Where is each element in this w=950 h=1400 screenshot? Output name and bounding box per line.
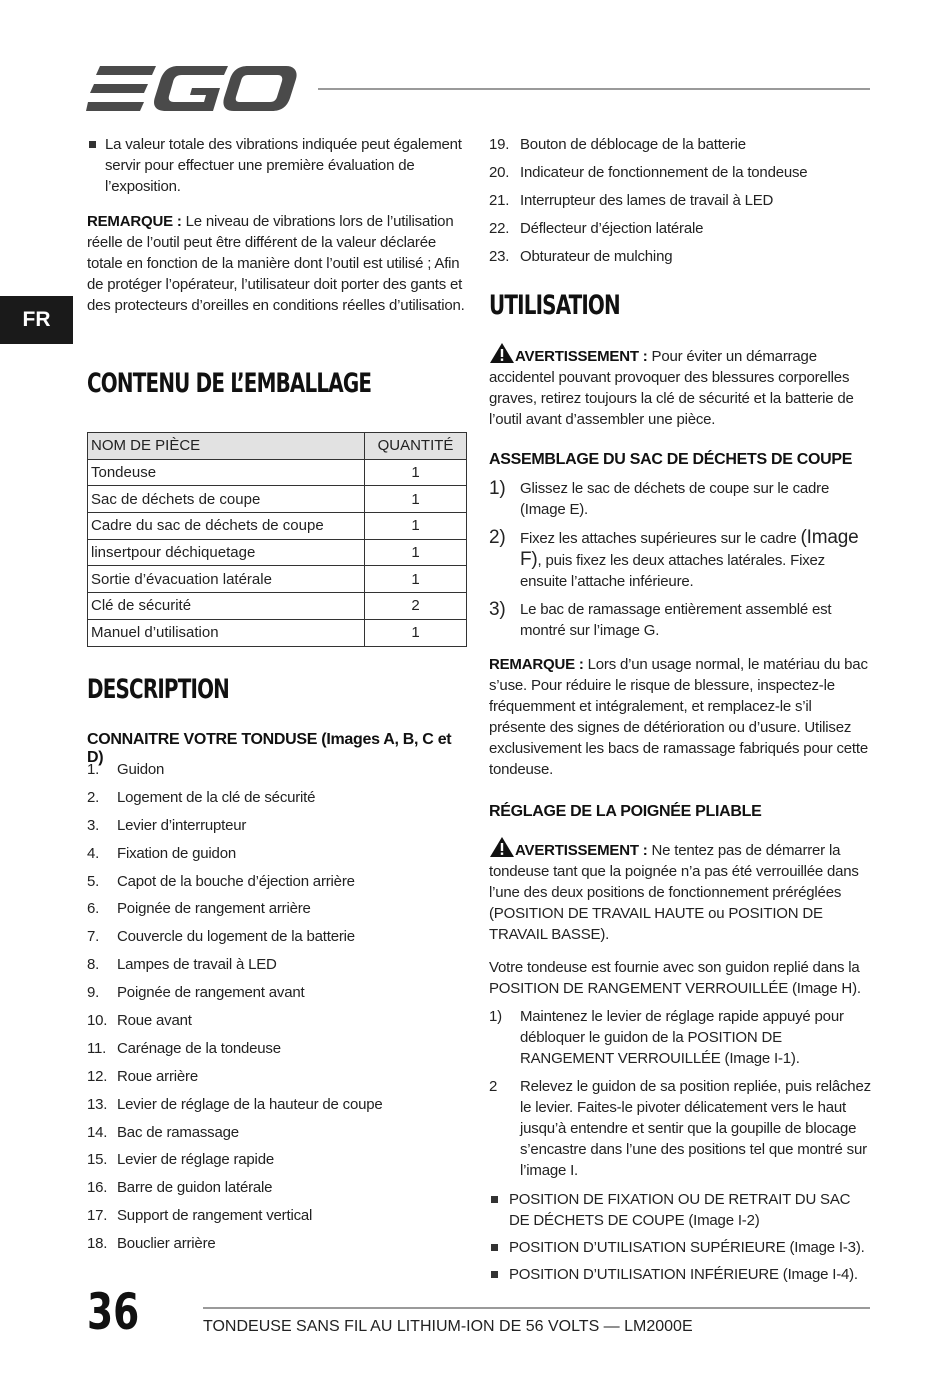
table-cell-name: linsertpour déchiquetage bbox=[88, 539, 365, 566]
handle-steps bbox=[489, 1006, 871, 1181]
table-row bbox=[88, 486, 467, 513]
list-item: 4. Fixation de guidon bbox=[87, 844, 236, 862]
table-cell-name: Tondeuse bbox=[88, 459, 365, 486]
list-item: POSITION DE FIXATION OU DE RETRAIT DU SAC DE DÉCHETS DE COUPE (Image I-2) bbox=[489, 1189, 871, 1231]
positions-list bbox=[489, 1189, 871, 1285]
table-header-qty: QUANTITÉ bbox=[365, 433, 467, 460]
assembly-step: 2) Fixez les attaches supérieures sur le cadre (Image F), puis fixez les deux attaches latérales. Fixez ensuite l’attache inférieure. bbox=[489, 527, 859, 590]
table-cell-qty: 1 bbox=[365, 486, 467, 513]
assembly-step: 3) Le bac de ramassage entièrement assemblé est montré sur l’image G. bbox=[489, 599, 832, 639]
warning-assembly bbox=[489, 342, 871, 430]
list-item: 15. Levier de réglage rapide bbox=[87, 1151, 274, 1169]
list-item: 2. Logement de la clé de sécurité bbox=[87, 788, 316, 806]
handle-step: 2 Relevez le guidon de sa position repliée, puis relâchez le levier. Faites-le pivoter délicatement vers le haut jusqu’à entendre et sentir que la goupille de blocage s’encastre dans l’une des positions tel que montré sur l’image I. bbox=[489, 1078, 871, 1179]
remark-text: Le niveau de vibrations lors de l’utilisation réelle de l’outil peut être différent de la valeur déclarée totale en fonction de la manière dont l’outil est utilisé ; Afin de protéger l’opérateur, l’utilisateur doit porter des gants et des protecteurs d’oreilles en conditions réelles d’utilisation. bbox=[87, 213, 465, 314]
table-header-row bbox=[88, 433, 467, 460]
list-item: 20. Indicateur de fonctionnement de la tondeuse bbox=[489, 163, 808, 181]
table-cell-qty: 1 bbox=[365, 539, 467, 566]
list-item: 18. Bouclier arrière bbox=[87, 1235, 216, 1253]
packing-table bbox=[87, 432, 467, 647]
table-cell-name: Clé de sécurité bbox=[88, 593, 365, 620]
table-cell-qty: 1 bbox=[365, 619, 467, 646]
warning-label: AVERTISSEMENT : bbox=[515, 842, 648, 859]
usage-section-title: UTILISATION bbox=[489, 290, 620, 321]
table-cell-name: Sortie d’évacuation latérale bbox=[88, 566, 365, 593]
table-row bbox=[88, 566, 467, 593]
list-item: 1. Guidon bbox=[87, 761, 165, 778]
handle-title: RÉGLAGE DE LA POIGNÉE PLIABLE bbox=[489, 803, 762, 820]
table-header-name: NOM DE PIÈCE bbox=[88, 433, 365, 460]
list-item: 22. Déflecteur d’éjection latérale bbox=[489, 219, 704, 237]
table-row bbox=[88, 619, 467, 646]
remark-paragraph bbox=[87, 211, 467, 316]
table-cell-name: Sac de déchets de coupe bbox=[88, 486, 365, 513]
language-tab: FR bbox=[0, 296, 73, 344]
list-item: 8. Lampes de travail à LED bbox=[87, 956, 277, 974]
parts-list-continued bbox=[489, 134, 871, 273]
list-item: 13. Levier de réglage de la hauteur de coupe bbox=[87, 1095, 383, 1113]
page-number: 36 bbox=[87, 1283, 140, 1341]
table-row bbox=[88, 459, 467, 486]
list-item: 3. Levier d’interrupteur bbox=[87, 816, 247, 834]
assembly-steps bbox=[489, 478, 871, 641]
warning-text: Ne tentez pas de démarrer la tondeuse tant que la poignée n’a pas été verrouillée dans l’une des deux positions de fonctionnement préréglées (POSITION DE TRAVAIL HAUTE ou POSITION DE TRAVAIL BASSE). bbox=[489, 842, 859, 943]
table-cell-qty: 1 bbox=[365, 513, 467, 540]
list-item: 5. Capot de la bouche d’éjection arrière bbox=[87, 872, 355, 890]
handle-step: 1) Maintenez le levier de réglage rapide appuyé pour débloquer le guidon de la POSITION DE RANGEMENT VERROUILLÉE (Image I-1). bbox=[489, 1008, 844, 1067]
list-item: 9. Poignée de rangement avant bbox=[87, 984, 305, 1002]
footer-rule bbox=[203, 1307, 870, 1309]
table-row bbox=[88, 593, 467, 620]
header-rule bbox=[318, 88, 870, 90]
warning-triangle-icon bbox=[489, 342, 515, 364]
list-item: 6. Poignée de rangement arrière bbox=[87, 900, 311, 918]
table-cell-name: Manuel d’utilisation bbox=[88, 619, 365, 646]
list-item: 14. Bac de ramassage bbox=[87, 1123, 239, 1141]
ego-logo bbox=[86, 64, 298, 114]
table-row bbox=[88, 539, 467, 566]
handle-intro: Votre tondeuse est fournie avec son guidon replié dans la POSITION DE RANGEMENT VERROUILLÉE (Image H). bbox=[489, 959, 861, 997]
description-section-title: DESCRIPTION bbox=[87, 674, 230, 705]
table-cell-qty: 1 bbox=[365, 566, 467, 593]
warning-text: Pour éviter un démarrage accidentel pouvant provoquer des blessures corporelles graves, retirez toujours la clé de sécurité et la batterie de l’outil avant d’assembler une pièce. bbox=[489, 348, 854, 428]
know-your-mower-title: CONNAITRE VOTRE TONDUSE (Images A, B, C et D) bbox=[87, 731, 452, 766]
table-cell-name: Cadre du sac de déchets de coupe bbox=[88, 513, 365, 540]
table-cell-qty: 2 bbox=[365, 593, 467, 620]
warning-handle bbox=[489, 836, 871, 945]
packing-table-wrapper bbox=[87, 432, 467, 647]
list-item: 7. Couvercle du logement de la batterie bbox=[87, 928, 355, 946]
remark-text: Lors d’un usage normal, le matériau du bac s’use. Pour réduire le risque de blessure, inspectez-le fréquemment et intégralement, et remplacez-le s’il présente des signes de détérioration ou d’usure. Utilisez exclusivement les bacs de ramassage fabriqués pour cette tondeuse. bbox=[489, 656, 869, 778]
remark-label: REMARQUE : bbox=[87, 213, 182, 230]
assembly-step: 1) Glissez le sac de déchets de coupe sur le cadre (Image E). bbox=[489, 478, 830, 518]
packing-section-title: CONTENU DE L’EMBALLAGE bbox=[87, 368, 372, 399]
list-item: 16. Barre de guidon latérale bbox=[87, 1179, 273, 1197]
list-item: 19. Bouton de déblocage de la batterie bbox=[489, 136, 746, 153]
footer-title: TONDEUSE SANS FIL AU LITHIUM-ION DE 56 VOLTS — LM2000E bbox=[203, 1318, 693, 1335]
table-cell-qty: 1 bbox=[365, 459, 467, 486]
parts-list bbox=[87, 759, 467, 1261]
list-item: 23. Obturateur de mulching bbox=[489, 247, 673, 265]
warning-label: AVERTISSEMENT : bbox=[515, 348, 648, 365]
list-item: 10. Roue avant bbox=[87, 1012, 192, 1030]
list-item: POSITION D’UTILISATION INFÉRIEURE (Image I-4). bbox=[489, 1264, 871, 1285]
list-item: 12. Roue arrière bbox=[87, 1067, 198, 1085]
list-item: 17. Support de rangement vertical bbox=[87, 1207, 313, 1225]
remark-bag-paragraph bbox=[489, 654, 871, 780]
list-item: POSITION D’UTILISATION SUPÉRIEURE (Image I-3). bbox=[489, 1237, 871, 1258]
remark-label: REMARQUE : bbox=[489, 656, 584, 673]
left-column bbox=[87, 134, 467, 197]
warning-triangle-icon bbox=[489, 836, 515, 858]
vibration-bullet: La valeur totale des vibrations indiquée peut également servir pour effectuer une première évaluation de l’exposition. bbox=[87, 134, 467, 197]
table-row bbox=[88, 513, 467, 540]
list-item: 11. Carénage de la tondeuse bbox=[87, 1039, 281, 1057]
list-item: 21. Interrupteur des lames de travail à LED bbox=[489, 191, 774, 209]
assembly-title: ASSEMBLAGE DU SAC DE DÉCHETS DE COUPE bbox=[489, 451, 853, 468]
